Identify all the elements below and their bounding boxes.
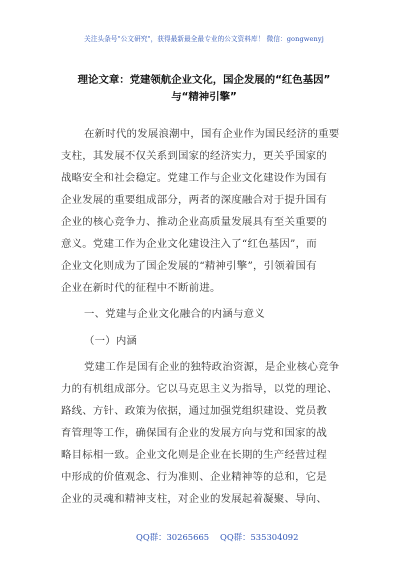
subsection-heading: （一）内涵 bbox=[84, 335, 138, 347]
paragraph-line: 企业的灵魂和精神支柱，对企业的发展起着凝聚、导向、 bbox=[61, 493, 328, 505]
paragraph-line: 育管理等工作，确保国有企业的发展方向与党和国家的战 bbox=[61, 427, 328, 439]
paragraph-line: 在新时代的发展浪潮中，国有企业作为国民经济的重要 bbox=[84, 128, 340, 140]
paragraph-line: 略目标相一致。企业文化则是企业在长期的生产经营过程 bbox=[61, 449, 328, 461]
paragraph-line: 企业文化则成为了国企发展的“精神引擎”，引领着国有 bbox=[61, 260, 317, 272]
paragraph-line: 企业在新时代的征程中不断前进。 bbox=[61, 282, 221, 294]
header-banner: 关注头条号"公文研究"，获得最新最全最专业的公文资料库！ 微信：gongwenyj bbox=[84, 35, 324, 43]
footer-qq-group-1: QQ群：30265665 bbox=[136, 532, 210, 542]
section-heading: 一、党建与企业文化融合的内涵与意义 bbox=[84, 308, 265, 320]
paragraph-line: 企业发展的重要组成部分，两者的深度融合对于提升国有 bbox=[61, 194, 328, 206]
paragraph-line: 战略安全和社会稳定。党建工作与企业文化建设作为国有 bbox=[61, 172, 328, 184]
title-line-1: 理论文章：党建领航企业文化，国企发展的“红色基因” bbox=[77, 74, 331, 86]
paragraph-line: 党建工作是国有企业的独特政治资源，是企业核心竞争 bbox=[84, 361, 340, 373]
paragraph-line: 中形成的价值观念、行为准则、企业精神等的总和，它是 bbox=[61, 471, 328, 483]
paragraph-line: 力的有机组成部分。它以马克思主义为指导，以党的理论、 bbox=[61, 383, 338, 395]
footer-qq-group-2: QQ群：535304092 bbox=[220, 532, 299, 542]
paragraph-line: 路线、方针、政策为依据，通过加强党组织建设、党员教 bbox=[61, 405, 328, 417]
paragraph-line: 意义。党建工作为企业文化建设注入了“红色基因”，而 bbox=[61, 238, 317, 250]
paragraph-line: 支柱，其发展不仅关系到国家的经济实力，更关乎国家的 bbox=[61, 150, 328, 162]
title-line-2: 与“精神引擎” bbox=[171, 91, 237, 103]
paragraph-line: 企业的核心竞争力、推动企业高质量发展具有至关重要的 bbox=[61, 216, 328, 228]
